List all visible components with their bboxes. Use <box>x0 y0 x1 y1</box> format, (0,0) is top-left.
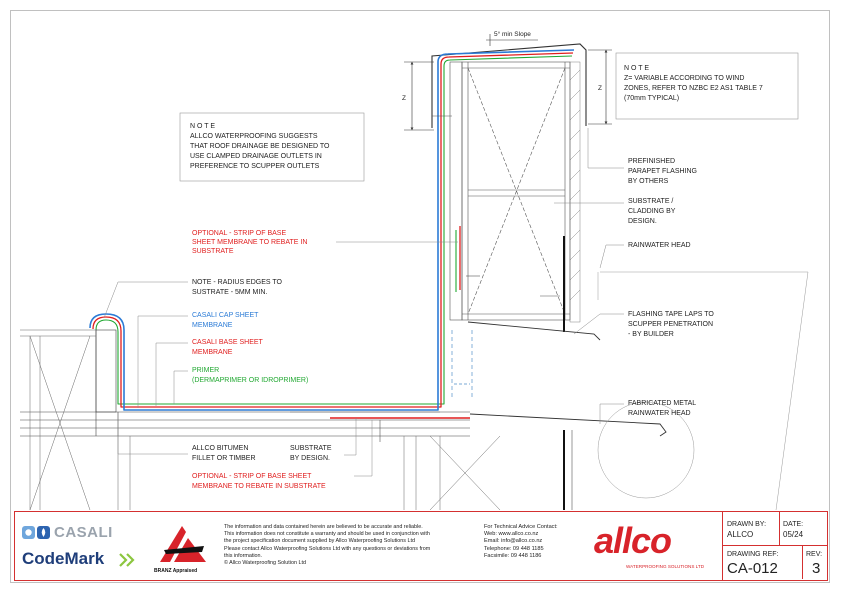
leader-optional-bottom <box>354 420 372 476</box>
z-left-label: Z <box>402 95 406 102</box>
z-right-label: Z <box>598 85 602 92</box>
note1-title: N O T E <box>190 123 216 130</box>
leader-base <box>156 343 188 406</box>
label-primer: PRIMER (DERMAPRIMER OR IDROPRIMER) <box>192 367 309 384</box>
leader-substrate <box>344 418 356 455</box>
drawn-by-label: DRAWN BY: <box>727 521 767 528</box>
contact-fax: Facsimile: 09 448 1186 <box>484 552 542 559</box>
label-rainwater-head: RAINWATER HEAD <box>628 242 691 249</box>
leader-cap <box>138 316 188 408</box>
leader-primer <box>174 371 188 404</box>
label-parapet-flashing: PREFINISHED PARAPET FLASHING BY OTHERS <box>628 158 697 185</box>
rainwater-head-outline <box>598 272 808 510</box>
leader-radius <box>104 282 188 318</box>
leader-parapet-flashing <box>588 128 624 168</box>
info-divider-h <box>723 545 827 546</box>
label-substrate-design: SUBSTRATE BY DESIGN. <box>290 445 332 462</box>
drawn-by-value: ALLCO <box>727 530 754 539</box>
z-dimension-left <box>404 62 434 130</box>
note2-body: Z= VARIABLE ACCORDING TO WIND ZONES, REFER TO NZBC E2 AS1 TABLE 7 (70mm TYPICAL) <box>624 75 763 102</box>
disclaimer-line: This information does not constitute a warranty and should be used in conjunction with <box>224 531 430 538</box>
leader-rainwater-head <box>600 245 624 268</box>
allco-tagline: WATERPROOFING SOLUTIONS LTD <box>626 564 705 569</box>
label-base-sheet: CASALI BASE SHEET MEMBRANE <box>192 339 263 356</box>
contact-email[interactable]: Email: info@allco.co.nz <box>484 538 543 545</box>
disclaimer-line: the project specification document supplied by Allco Waterproofing Solutions Ltd <box>224 538 415 545</box>
branz-caption: BRANZ Appraised <box>154 568 198 574</box>
label-optional-strip-top: OPTIONAL - STRIP OF BASE SHEET MEMBRANE TO REBATE IN SUBSTRATE <box>192 230 308 255</box>
info-divider-v2 <box>802 545 803 579</box>
drawing-ref-value: CA-012 <box>727 560 778 577</box>
disclaimer-line: The information and data contained herein are believed to be accurate and reliable. <box>224 524 423 530</box>
contact-heading: For Technical Advice Contact: <box>484 524 558 530</box>
chevrons-icon <box>118 553 140 567</box>
label-flashing-tape: FLASHING TAPE LAPS TO SCUPPER PENETRATION - BY BUILDER <box>628 311 714 338</box>
membrane-layers <box>90 50 574 418</box>
label-cap-sheet: CASALI CAP SHEET MEMBRANE <box>192 312 259 329</box>
label-radius-note: NOTE - RADIUS EDGES TO SUSTRATE - 5MM MIN. <box>192 279 282 296</box>
casali-logo <box>22 525 132 541</box>
casali-wordmark: CASALI <box>54 524 113 541</box>
note1-body: ALLCO WATERPROOFING SUGGESTS THAT ROOF DRAINAGE BE DESIGNED TO USE CLAMPED DRAINAGE OUTLETS IN PREFERENCE TO SCUPPER OUTLETS <box>190 133 330 170</box>
allco-wordmark: allco <box>594 520 672 561</box>
contact-web[interactable]: Web: www.allco.co.nz <box>484 531 539 538</box>
contact-info <box>484 524 588 560</box>
label-bitumen: ALLCO BITUMEN FILLET OR TIMBER <box>192 445 256 462</box>
note2-title: N O T E <box>624 65 650 72</box>
disclaimer <box>224 524 480 567</box>
parapet-framing <box>462 62 570 320</box>
codemark-logo <box>22 549 142 569</box>
codemark-wordmark: CodeMark <box>22 549 105 568</box>
fixing-screws <box>380 116 560 442</box>
branz-logo <box>154 522 212 578</box>
cladding-hatch <box>570 62 580 322</box>
label-fabricated-head: FABRICATED METAL RAINWATER HEAD <box>628 400 696 417</box>
date-value: 05/24 <box>783 530 804 539</box>
rev-label: REV: <box>806 551 823 558</box>
label-optional-strip-bottom: OPTIONAL - STRIP OF BASE SHEET MEMBRANE TO REBATE IN SUBSTRATE <box>192 473 326 490</box>
drawing-info <box>722 511 828 581</box>
branz-mark-icon <box>156 522 210 568</box>
drawing-ref-label: DRAWING REF: <box>727 551 779 558</box>
disclaimer-line: Please contact Allco Waterproofing Solutions Ltd with any questions or deviations from <box>224 545 431 552</box>
date-label: DATE: <box>783 521 804 528</box>
contact-telephone: Telephone: 09 448 1185 <box>484 545 544 552</box>
slope-label: 5° min Slope <box>494 31 531 38</box>
disclaimer-line: this information. <box>224 552 263 559</box>
rev-value: 3 <box>812 560 821 577</box>
disclaimer-line: © Allco Waterproofing Solution Ltd <box>224 560 306 567</box>
label-substrate-cladding: SUBSTRATE / CLADDING BY DESIGN. <box>628 198 676 225</box>
allco-logo <box>590 520 718 578</box>
info-divider-v1 <box>779 511 780 545</box>
leader-flashing-tape <box>574 314 624 334</box>
